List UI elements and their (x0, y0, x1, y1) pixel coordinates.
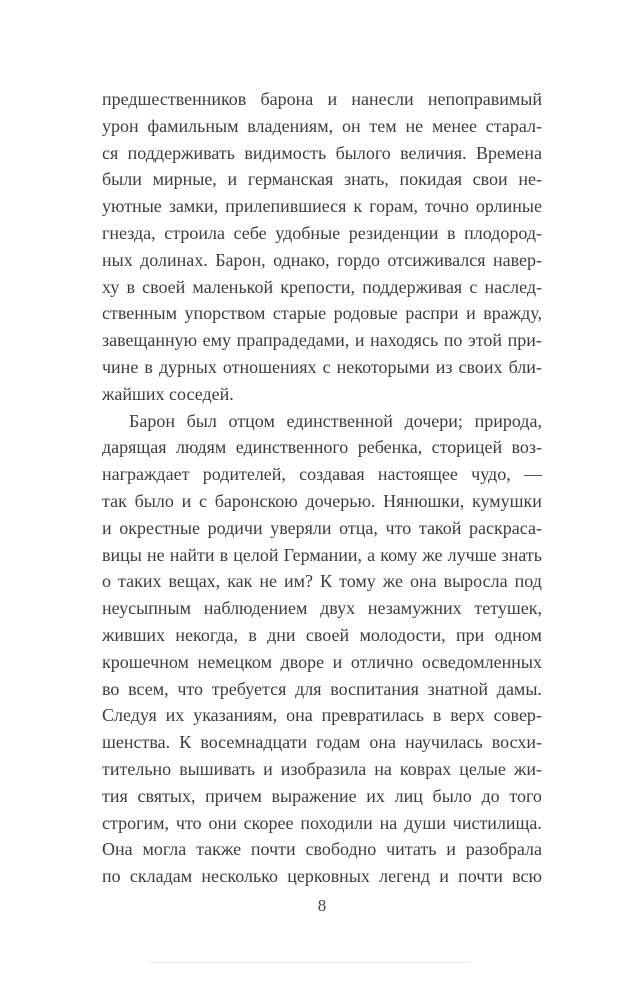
word: их (165, 705, 185, 726)
word: не- (518, 169, 542, 190)
word: чистилища. (452, 812, 542, 833)
text-line: жайших соседей. (102, 383, 234, 404)
word: резиденции (348, 222, 439, 243)
word: отлично (350, 651, 414, 672)
text-line (102, 702, 542, 729)
word: ребенка, (357, 437, 423, 458)
word: поддерживая (362, 276, 463, 297)
word: были (102, 169, 142, 190)
word: и (227, 169, 238, 190)
word: людям (175, 437, 227, 458)
word: и (263, 758, 273, 779)
word: единственного (235, 437, 349, 458)
word: таких (118, 571, 162, 592)
text-line (102, 166, 542, 193)
word: свои (472, 169, 508, 190)
word: отсиживался (387, 249, 486, 270)
word: причем (205, 785, 262, 806)
word: долинах. (140, 249, 208, 270)
word: целой (233, 544, 279, 565)
word: отцом (228, 410, 275, 431)
word: дворе (280, 651, 325, 672)
word: прилепившиеся (225, 196, 347, 217)
word: родителей, (202, 464, 286, 485)
word: горам, (369, 196, 419, 217)
word: и (181, 490, 192, 511)
word: старые (272, 303, 327, 324)
word: годам (316, 732, 361, 753)
word: отношениях (222, 356, 317, 377)
word: упорством (184, 303, 266, 324)
word: был (186, 410, 217, 431)
word: найти (169, 544, 215, 565)
word: окрестные (119, 517, 201, 538)
word: поддерживать (127, 142, 236, 163)
word: осведомленных (421, 651, 542, 672)
word: маленькой (192, 276, 274, 297)
word: кому (380, 544, 418, 565)
word: что (177, 678, 203, 699)
word: в (144, 356, 153, 377)
word: тия (102, 785, 128, 806)
word: их (366, 785, 385, 806)
word: так (102, 490, 127, 511)
word: однако, (273, 249, 330, 270)
word: молодости, (359, 624, 446, 645)
word: навер- (492, 249, 542, 270)
word: строгим, (102, 812, 169, 833)
word: складам (129, 866, 193, 887)
text-line (102, 810, 542, 837)
word: в (432, 705, 442, 726)
word: крошечном (102, 651, 189, 672)
word: им? (284, 571, 314, 592)
word: ных (102, 249, 133, 270)
word: воспитания (330, 678, 419, 699)
word: себе (233, 222, 267, 243)
word: требуется (211, 678, 287, 699)
word: гнезда, (102, 222, 156, 243)
word: целые (459, 758, 506, 779)
text-line (102, 193, 542, 220)
word: такой (418, 517, 462, 538)
word: своей (305, 624, 350, 645)
word: по (102, 866, 121, 887)
word: на (379, 812, 398, 833)
word: распри (405, 303, 459, 324)
word: своих (458, 356, 503, 377)
word: Она (102, 839, 133, 860)
word: двух (320, 598, 356, 619)
word: награждает (102, 464, 190, 485)
word: восхи- (491, 732, 542, 753)
word: предшественников (102, 89, 247, 109)
word: не (259, 571, 278, 592)
word: они (208, 812, 237, 833)
word: германская (247, 169, 334, 190)
text-line (102, 542, 542, 569)
word: до (481, 785, 500, 806)
word: менее (431, 115, 477, 136)
word: а (367, 544, 376, 565)
word: мирные, (152, 169, 217, 190)
text-line (102, 649, 542, 676)
word: тетушек, (474, 598, 542, 619)
word: уверяли (270, 517, 332, 538)
word: превратилась (321, 705, 424, 726)
word: с (322, 356, 331, 377)
word: плодород- (464, 222, 542, 243)
word: и (102, 517, 112, 538)
word: дарящая (102, 437, 167, 458)
word: чине (102, 356, 139, 377)
word: замки, (168, 196, 219, 217)
word: завещанную (102, 330, 198, 351)
word: в (126, 276, 135, 297)
word: выражение (271, 785, 357, 806)
word: урон (102, 115, 139, 136)
word: верх (450, 705, 485, 726)
word: она (409, 571, 437, 592)
paragraph (102, 86, 542, 408)
word: настоящее (377, 464, 458, 485)
word: совер- (493, 705, 542, 726)
word: сторицей (431, 437, 503, 458)
text-line (102, 595, 542, 622)
word: нанесли (351, 89, 414, 109)
text-line (102, 354, 542, 381)
word: не (405, 115, 424, 136)
text-line (102, 461, 542, 488)
word: могла (142, 839, 187, 860)
text-line (102, 86, 542, 113)
word: прапрадедами, (236, 330, 350, 351)
word: под (514, 571, 542, 592)
word: точно (425, 196, 469, 217)
word: научилась (405, 732, 483, 753)
word: родовые (333, 303, 398, 324)
word: он (341, 115, 361, 136)
word: с (469, 276, 478, 297)
word: неусыпным (102, 598, 192, 619)
word: баронскою (214, 490, 298, 511)
word: уютные (102, 196, 162, 217)
word: при- (507, 330, 542, 351)
bottom-divider (149, 962, 469, 963)
text-line (102, 729, 542, 756)
word: некоторыми (336, 356, 430, 377)
word: кумушки (472, 490, 542, 511)
word: находясь (370, 330, 439, 351)
text-line (102, 515, 542, 542)
text-line (102, 676, 542, 703)
word: и (354, 330, 365, 351)
word: вышивать (179, 758, 256, 779)
word: разобрала (465, 839, 542, 860)
word: по (443, 330, 463, 351)
word: с (198, 490, 207, 511)
word: Германии, (283, 544, 363, 565)
word: дни (267, 624, 296, 645)
word: дурных (158, 356, 217, 377)
word: в (446, 222, 456, 243)
word: К (320, 571, 333, 592)
word: барона (260, 89, 314, 109)
word: лиц (394, 785, 423, 806)
word: знать, (344, 169, 389, 190)
word: и (446, 839, 456, 860)
word: ему (202, 330, 232, 351)
word: всем, (128, 678, 169, 699)
text-block (102, 86, 542, 890)
word: было (134, 490, 174, 511)
word: вражду, (483, 303, 542, 324)
word: несколько (201, 866, 279, 887)
word: шенства. (102, 732, 171, 753)
paragraph (102, 408, 542, 890)
word: этой (468, 330, 503, 351)
word: знать (501, 544, 542, 565)
word: скорее (243, 812, 294, 833)
word: и (439, 866, 449, 887)
word: видимость (244, 142, 327, 163)
word: своей (142, 276, 186, 297)
word: ся (102, 142, 119, 163)
word: изобразила (280, 758, 367, 779)
word: святых, (137, 785, 196, 806)
word: восемнадцати (200, 732, 308, 753)
word: наблюдением (203, 598, 308, 619)
word: коврах (399, 758, 452, 779)
word: — (523, 464, 542, 485)
text-line (102, 274, 542, 301)
word: величия. (400, 142, 467, 163)
word: и (332, 651, 343, 672)
text-line (102, 488, 542, 515)
word: и (466, 303, 476, 324)
word: легенд (379, 866, 431, 887)
text-line (102, 434, 542, 461)
text-line (102, 622, 542, 649)
word: родичи (207, 517, 263, 538)
word: удобные (275, 222, 341, 243)
word: крепости, (280, 276, 356, 297)
word: всю (512, 866, 542, 887)
word: раскраса- (469, 517, 542, 538)
text-line (102, 863, 542, 890)
word: того (509, 785, 542, 806)
word: на (374, 758, 392, 779)
word: К (179, 732, 192, 753)
word: при (456, 624, 485, 645)
word: создавая (299, 464, 365, 485)
word: церковных (287, 866, 370, 887)
word: же (422, 544, 443, 565)
word: ху (102, 276, 120, 297)
word: немецком (197, 651, 272, 672)
word: тем (369, 115, 397, 136)
word: о (102, 571, 111, 592)
word: что (175, 812, 202, 833)
word: владениям, (247, 115, 334, 136)
word: чудо, (471, 464, 511, 485)
word: походили (300, 812, 373, 833)
word: указаниям, (193, 705, 278, 726)
page-number: 8 (317, 896, 327, 915)
word: воз- (511, 437, 542, 458)
word: в (248, 624, 257, 645)
word: из (435, 356, 453, 377)
word: также (196, 839, 242, 860)
word: свободно (305, 839, 377, 860)
word: дочерью. (305, 490, 376, 511)
text-line (102, 300, 542, 327)
word: отца, (339, 517, 378, 538)
word: старал- (485, 115, 542, 136)
word: гордо (337, 249, 380, 270)
word: вицы (102, 544, 142, 565)
text-line (102, 220, 542, 247)
word: не (146, 544, 165, 565)
word: что (385, 517, 412, 538)
word: Барон (129, 410, 175, 431)
word: орлиные (475, 196, 542, 217)
word: единственной (286, 410, 393, 431)
text-line (102, 247, 542, 274)
text-line (102, 327, 542, 354)
text-line (102, 783, 542, 810)
word: одном (494, 624, 542, 645)
word: незамужних (367, 598, 462, 619)
word: дочери; (404, 410, 463, 431)
word: же (382, 571, 403, 592)
word: к (353, 196, 363, 217)
word: лучше (447, 544, 497, 565)
word: знатной (427, 678, 489, 699)
text-line (102, 836, 542, 863)
word: читать (386, 839, 437, 860)
word: покидая (399, 169, 462, 190)
text-line (102, 568, 542, 595)
word: как (227, 571, 253, 592)
word: в (219, 544, 229, 565)
text-line (102, 113, 542, 140)
word: выросла (443, 571, 508, 592)
word: души (404, 812, 446, 833)
word: фамильным (147, 115, 239, 136)
word: вещах, (168, 571, 221, 592)
word: тому (339, 571, 376, 592)
word: Барон, (215, 249, 266, 270)
text-line (102, 140, 542, 167)
word: она (286, 705, 313, 726)
word: тительно (102, 758, 172, 779)
word: Следуя (102, 705, 157, 726)
word: строила (164, 222, 225, 243)
word: Времена (475, 142, 542, 163)
word: природа, (474, 410, 542, 431)
word: наслед- (484, 276, 542, 297)
text-line (102, 408, 542, 435)
word: бли- (508, 356, 542, 377)
word: дамы. (496, 678, 542, 699)
text-line (102, 756, 542, 783)
word: некогда, (175, 624, 238, 645)
word: во (102, 678, 120, 699)
word: она (369, 732, 396, 753)
word: почти (250, 839, 296, 860)
word: жи- (513, 758, 542, 779)
word: было (432, 785, 472, 806)
word: былого (335, 142, 391, 163)
word: почти (458, 866, 503, 887)
word: Нянюшки, (383, 490, 465, 511)
word: непоправимый (427, 89, 542, 109)
word: для (295, 678, 322, 699)
word: и (327, 89, 338, 109)
word: ственным (102, 303, 177, 324)
word: живших (102, 624, 166, 645)
